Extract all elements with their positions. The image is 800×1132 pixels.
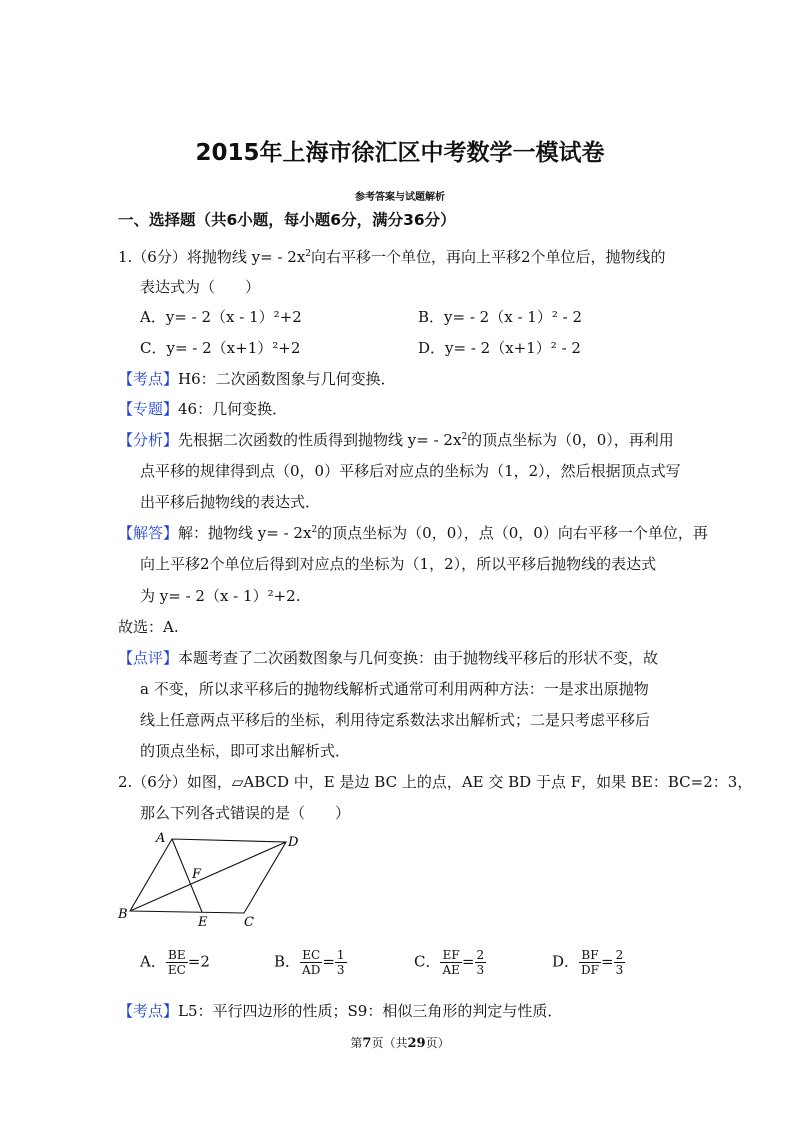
fraction: $\frac{2}{3}$ — [615, 948, 624, 977]
q1-option-a: A．y= - 2（x - 1）²+2 — [140, 308, 302, 326]
current-page-number: 7 — [362, 1036, 372, 1051]
fraction: $\frac{1}{3}$ — [336, 948, 345, 977]
kaodian-tag: 【考点】 — [118, 1002, 179, 1020]
q2-option-b: B． $\frac{EC}{AD}$ = $\frac{1}{3}$ — [274, 948, 345, 977]
q1-stem-line1: 1.（6分）将抛物线 $y= - 2x^2$向右平移一个单位，再向上平移2个单位后，抛物线的 — [118, 248, 666, 266]
q2-stem-line2: 那么下列各式错误的是（ ） — [140, 804, 351, 822]
q2-option-a: A． $\frac{BE}{EC}$ =2 — [140, 948, 210, 977]
q1-option-b: B．y= - 2（x - 1）² - 2 — [418, 308, 582, 326]
q1-zhuanti: 【专题】46：几何变换． — [118, 400, 288, 418]
q1-jieda-line1: 【解答】解：抛物线 $y= - 2x^2$的顶点坐标为（0，0），点（0，0）向右平移一个单位，再 — [118, 524, 708, 542]
label-c: C — [244, 915, 254, 930]
q1-dianping-line1: 【点评】本题考查了二次函数图象与几何变换：由于抛物线平移后的形状不变，故 — [118, 649, 659, 667]
label-e: E — [198, 915, 208, 930]
fraction: $\frac{2}{3}$ — [476, 948, 485, 977]
label-f: F — [192, 867, 202, 882]
page-title: 2015年上海市徐汇区中考数学一模试卷 — [195, 140, 605, 166]
q1-kaodian: 【考点】H6：二次函数图象与几何变换． — [118, 370, 396, 388]
q2-kaodian: 【考点】L5：平行四边形的性质；S9：相似三角形的判定与性质． — [118, 1002, 563, 1020]
kaodian-tag: 【考点】 — [118, 370, 179, 388]
total-page-count: 29 — [407, 1036, 426, 1051]
q2-stem-line1: 2.（6分）如图，▱ABCD 中，E 是边 BC 上的点，AE 交 BD 于点 F，如果 BE：BC=2：3， — [118, 773, 753, 791]
label-d: D — [288, 835, 299, 850]
segment-bd — [130, 842, 286, 911]
fraction: $\frac{BE}{EC}$ — [167, 948, 186, 977]
q1-fenxi-line3: 出平移后抛物线的表达式． — [140, 493, 321, 511]
q1-jieda-line3: 为 y= - 2（x - 1）²+2. — [140, 587, 301, 605]
section-heading: 一、选择题（共6小题，每小题6分，满分36分） — [118, 211, 456, 229]
q1-dianping-line4: 的顶点坐标，即可求出解析式． — [140, 742, 351, 760]
q1-answer: 故选：A. — [118, 618, 179, 636]
q1-fenxi-line2: 点平移的规律得到点（0，0）平移后对应点的坐标为（1，2），然后根据顶点式写 — [140, 462, 681, 480]
q1-fenxi-line1: 【分析】先根据二次函数的性质得到抛物线 $y= - 2x^2$的顶点坐标为（0，0），再利用 — [118, 431, 674, 449]
q1-jieda-line2: 向上平移2个单位后得到对应点的坐标为（1，2），所以平移后抛物线的表达式 — [140, 555, 657, 573]
q1-dianping-line3: 线上任意两点平移后的坐标，利用待定系数法求出解析式；二是只考虑平移后 — [140, 711, 651, 729]
parallelogram-figure — [116, 828, 316, 936]
dianping-tag: 【点评】 — [118, 649, 179, 667]
fraction: $\frac{BF}{DF}$ — [581, 948, 599, 977]
q1-stem-line2: 表达式为（ ） — [140, 278, 261, 296]
q2-option-d: D． $\frac{BF}{DF}$ = $\frac{2}{3}$ — [552, 948, 624, 977]
q2-option-c: C． $\frac{EF}{AE}$ = $\frac{2}{3}$ — [414, 948, 485, 977]
label-b: B — [118, 907, 128, 922]
page-subtitle: 参考答案与试题解析 — [355, 192, 445, 203]
page-footer: 第7页（共29页） — [350, 1036, 450, 1051]
q1-option-d: D．y= - 2（x+1）² - 2 — [418, 339, 581, 357]
label-a: A — [156, 831, 166, 846]
zhuanti-tag: 【专题】 — [118, 400, 179, 418]
q1-option-c: C．y= - 2（x+1）²+2 — [140, 339, 301, 357]
fraction: $\frac{EF}{AE}$ — [442, 948, 460, 977]
jieda-tag: 【解答】 — [118, 524, 179, 542]
q1-dianping-line2: a 不变，所以求平移后的抛物线解析式通常可利用两种方法：一是求出原抛物 — [140, 680, 649, 698]
fraction: $\frac{EC}{AD}$ — [302, 948, 321, 977]
fenxi-tag: 【分析】 — [118, 431, 179, 449]
